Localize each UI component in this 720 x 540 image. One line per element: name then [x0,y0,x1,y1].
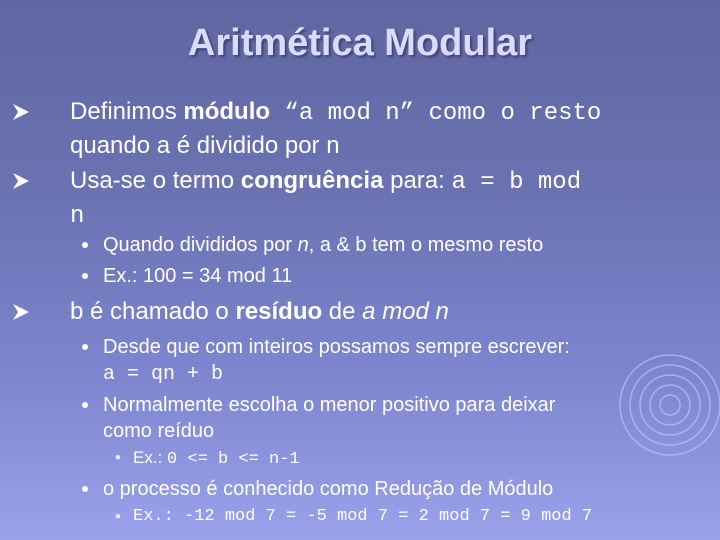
slide-title: Aritmética Modular [187,22,533,64]
term-congruencia: congruência [240,167,384,194]
sub-bullet-integers [103,334,693,388]
sub-bullet-modulo-reduction [103,476,693,502]
arrow-bullet-icon [12,165,30,197]
dot-bullet-icon [82,402,88,408]
sub-bullet-smallest-positive [103,392,693,444]
quote-open: “ [270,100,299,127]
expression-a-mod-n: a mod n [298,100,400,127]
expression-reduction-example: Ex.: -12 mod 7 = -5 mod 7 = 2 mod 7 = 9 mod 7 [133,507,593,526]
sub-bullet-example [103,263,693,289]
arrow-bullet-icon [12,296,30,328]
expression-a-eq-b-mod: a = b mod [451,169,582,196]
dot-bullet-icon [82,344,88,350]
term-modulo: módulo [183,98,271,125]
expression-a-eq-qn-plus-b: a = qn + b [103,363,224,386]
bullet-marker: • [115,448,121,467]
dot-bullet-icon [82,486,88,492]
sub-bullet-same-remainder [103,232,693,258]
term-residuo: resíduo [235,298,323,325]
text: Quando divididos por [103,234,298,256]
bullet-definition-modulo [70,96,700,162]
text: para: [383,167,452,194]
text: Definimos [70,98,184,125]
text: o processo é conhecido como Redução de Módulo [103,478,554,500]
expression-a-mod-n: a mod n [362,298,449,325]
quote-close: ” como o resto [399,100,602,127]
text: Ex.: 100 = 34 mod 11 [103,265,293,287]
text: Usa-se o termo [70,167,241,194]
sub-sub-bullet-reduction-example [115,506,593,528]
bullet-residuo [70,296,700,328]
bullet-definition-congruencia [70,165,700,233]
text: como reíduo [103,420,215,442]
text: Ex.: [133,448,168,467]
arrow-bullet-icon [12,96,30,128]
expression-n: n [70,203,85,230]
expression-range: 0 <= b <= n-1 [167,450,300,469]
text: b é chamado o [70,298,236,325]
text: quando a é dividido por n [70,132,340,159]
variable-n: n [297,234,309,256]
bullet-marker: • [115,507,121,526]
dot-bullet-icon [82,273,88,279]
dot-bullet-icon [82,242,88,248]
text: Desde que com inteiros possamos sempre escrever: [103,336,570,358]
text: , a & b tem o mesmo resto [308,234,544,256]
sub-sub-bullet-range [115,447,300,471]
text: Normalmente escolha o menor positivo para deixar [103,394,556,416]
text: de [322,298,363,325]
